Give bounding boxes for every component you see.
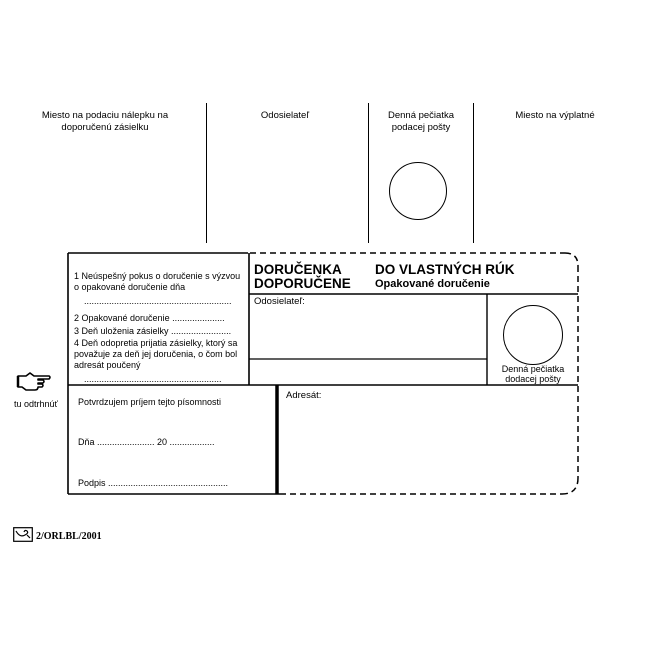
delivery-stamp-circle: [503, 305, 563, 365]
item-repeated-delivery: 2 Opakované doručenie .....................: [74, 313, 225, 323]
post-horn-icon: [13, 527, 33, 547]
payment-place-label: Miesto na výplatné: [515, 110, 595, 121]
item-unsuccessful-delivery: 1 Neúspešný pokus o doručenie s výzvou o opakované doručenie dňa: [74, 271, 241, 292]
repeated-delivery-label: Opakované doručenie: [375, 278, 490, 290]
item-storage-day: 3 Deň uloženia zásielky ........................: [74, 326, 232, 336]
item4-fill-line: .......................................................: [84, 374, 222, 384]
own-hands-label: DO VLASTNÝCH RÚK: [375, 262, 515, 277]
signature-field: Podpis ................................................: [78, 478, 229, 488]
item1-fill-line: ...........................................................: [84, 296, 232, 306]
receipt-confirmation: Potvrdzujem príjem tejto písomnosti: [78, 397, 222, 407]
item-refusal-day: 4 Deň odopretia prijatia zásielky, ktorý sa považuje za deň jej doručenia, o čom bol adresát poučený: [74, 338, 238, 370]
tear-here-label: tu odtrhnúť: [14, 399, 58, 409]
card-title-line1: DORUČENKA: [254, 262, 342, 277]
delivery-stamp-label: Denná pečiatka dodacej pošty: [501, 364, 565, 384]
addressee-field: Adresát:: [286, 390, 322, 401]
receipt-date-field: Dňa ....................... 20 ..................: [78, 437, 215, 447]
form-code: 2/ORLBL/2001: [36, 531, 102, 542]
sender-field: Odosielateľ:: [254, 296, 305, 307]
top-sender-label: Odosielateľ: [260, 110, 310, 121]
sticker-place-label: Miesto na podaciu nálepku na doporučenú zásielku: [41, 110, 169, 133]
posting-stamp-label: Denná pečiatka podacej pošty: [387, 110, 455, 133]
card-title-line2: DOPORUČENE: [254, 276, 351, 291]
